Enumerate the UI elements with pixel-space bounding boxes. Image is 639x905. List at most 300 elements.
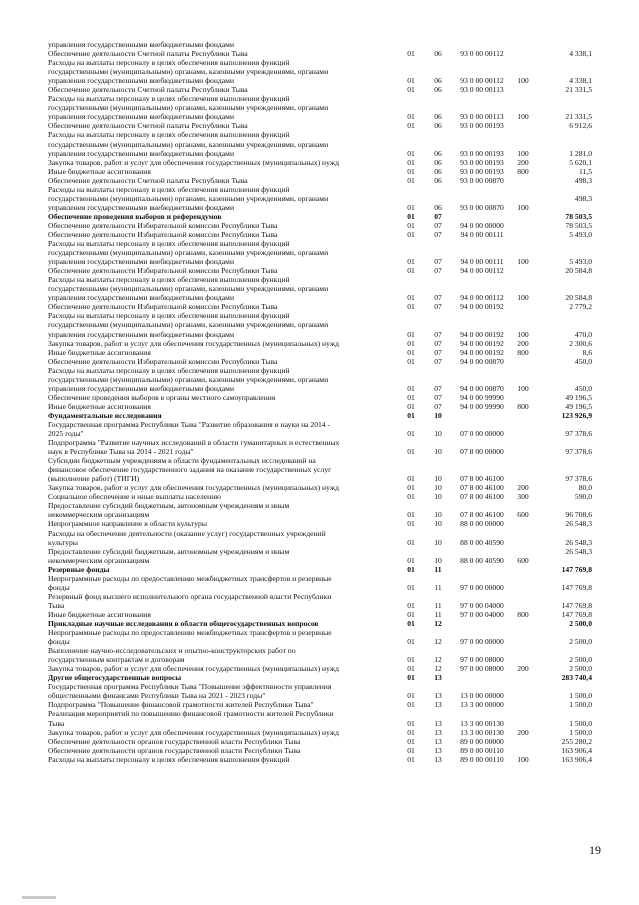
section-code: 01: [407, 302, 415, 312]
section-code: 01: [407, 736, 415, 746]
row-name: Расходы на выплаты персоналу в целях обеспечения выполнения функций: [48, 275, 290, 285]
subsection-code: 07: [434, 329, 442, 339]
target-article-code: 94 0 00 00192: [460, 329, 504, 339]
section-code: 01: [407, 555, 415, 565]
section-code: 01: [407, 474, 415, 484]
subsection-code: 10: [434, 510, 442, 520]
table-row: [48, 284, 592, 293]
section-code: 01: [407, 754, 415, 764]
amount: 78 503,5: [565, 220, 592, 230]
table-row: [48, 709, 592, 718]
section-code: 01: [407, 582, 415, 592]
table-row: [48, 411, 592, 420]
target-article-code: 94 0 00 99990: [460, 392, 504, 402]
section-code: [397, 375, 425, 384]
amount: 2 779,2: [569, 302, 592, 312]
row-name: Обеспечение проведения выборов в органы местного самоуправления: [48, 392, 276, 402]
subsection-code: [425, 574, 451, 583]
section-code: 01: [407, 211, 415, 221]
amount: 1 500,0: [569, 727, 592, 737]
table-row: [48, 76, 592, 85]
page-number: 19: [589, 843, 601, 857]
expense-type-code: [513, 592, 533, 601]
section-code: [397, 501, 425, 510]
section-code: 01: [407, 519, 415, 529]
expense-type-code: [513, 547, 533, 556]
row-name: Тыва: [48, 718, 65, 728]
table-row: [48, 112, 592, 121]
expense-type-code: 200: [517, 338, 529, 348]
row-name: управления государственными внебюджетными фондами: [48, 148, 235, 158]
amount: [533, 275, 592, 284]
expense-type-code: 100: [517, 76, 529, 86]
table-row: [48, 85, 592, 94]
target-article-code: 94 0 00 00112: [460, 266, 504, 276]
expense-type-code: 100: [517, 257, 529, 267]
amount: [533, 67, 592, 76]
amount: 20 584,8: [565, 293, 592, 303]
subsection-code: 10: [434, 474, 442, 484]
expense-type-code: 200: [517, 664, 529, 674]
row-name: Закупка товаров, работ и услуг для обеспечения государственных (муниципальных) нужд: [48, 338, 339, 348]
target-article-code: 94 0 00 00192: [460, 347, 504, 357]
expense-type-code: 100: [517, 383, 529, 393]
subsection-code: 11: [434, 582, 442, 592]
section-code: [397, 709, 425, 718]
table-row: [48, 565, 592, 574]
table-row: [48, 230, 592, 239]
row-name: Иные бюджетные ассигнования: [48, 609, 151, 619]
subsection-code: 07: [434, 229, 442, 239]
amount: [533, 682, 592, 691]
row-name: Тыва: [48, 600, 65, 610]
section-code: 01: [407, 329, 415, 339]
target-article-code: 94 0 00 99990: [460, 401, 504, 411]
target-article-code: 93 0 00 00113: [460, 112, 504, 122]
subsection-code: 06: [434, 148, 442, 158]
expense-type-code: [513, 519, 533, 528]
subsection-code: 10: [434, 410, 442, 420]
subsection-code: 07: [434, 356, 442, 366]
subsection-code: 06: [434, 202, 442, 212]
target-article-code: 13 3 00 00000: [460, 700, 504, 710]
row-name: управления государственными внебюджетными фондами: [48, 293, 235, 303]
target-article-code: 07 0 00 00000: [460, 429, 504, 439]
section-code: [397, 140, 425, 149]
expense-type-code: [513, 375, 533, 384]
subsection-code: 06: [434, 121, 442, 131]
subsection-code: [425, 592, 451, 601]
row-name: Расходы на выплаты персоналу в целях обеспечения выполнения функций: [48, 239, 290, 249]
section-code: [397, 94, 425, 103]
row-name: Расходы на выплаты персоналу в целях обеспечения выполнения функций: [48, 311, 290, 321]
table-row: [48, 483, 592, 492]
target-article-code: 13 3 00 00130: [460, 718, 504, 728]
section-code: 01: [407, 619, 415, 628]
subsection-code: 12: [434, 619, 442, 628]
expense-type-code: [513, 140, 533, 149]
row-name: управления государственными внебюджетными фондами: [48, 40, 235, 49]
section-code: 01: [407, 383, 415, 393]
target-article-code: 93 0 00 00193: [460, 157, 504, 167]
amount: 498,3: [574, 193, 592, 203]
expense-type-code: [513, 221, 533, 230]
expense-type-code: [513, 185, 533, 194]
target-article-code: [451, 311, 513, 320]
table-row: [48, 501, 592, 510]
subsection-code: 07: [434, 220, 442, 230]
expense-type-code: [513, 655, 533, 664]
amount: 26 548,3: [565, 519, 592, 529]
target-article-code: [451, 673, 513, 682]
amount: [533, 574, 592, 583]
subsection-code: 10: [434, 447, 442, 457]
amount: [533, 103, 592, 112]
row-name: Иные бюджетные ассигнования: [48, 166, 151, 176]
table-row: [48, 538, 592, 547]
subsection-code: [425, 311, 451, 320]
section-code: [397, 103, 425, 112]
table-row: [48, 302, 592, 311]
row-name: управления государственными внебюджетными фондами: [48, 257, 235, 267]
subsection-code: 13: [434, 736, 442, 746]
section-code: 01: [407, 229, 415, 239]
expense-type-code: 200: [517, 483, 529, 493]
table-row: [48, 664, 592, 673]
section-code: [397, 67, 425, 76]
row-name: Другие общегосударственные вопросы: [48, 673, 182, 683]
section-code: 01: [407, 745, 415, 755]
target-article-code: 13 3 00 00130: [460, 727, 504, 737]
target-article-code: [451, 574, 513, 583]
table-row: [48, 221, 592, 230]
section-code: 01: [407, 700, 415, 710]
table-row: [48, 58, 592, 67]
amount: 163 906,4: [561, 745, 592, 755]
amount: [533, 709, 592, 718]
expense-type-code: [513, 737, 533, 746]
amount: 4 338,1: [569, 76, 592, 86]
row-name: Расходы на выплаты персоналу в целях обеспечения выполнения функций: [48, 94, 290, 104]
table-row: [48, 673, 592, 682]
row-name: Обеспечение деятельности Счетной палаты Республики Тыва: [48, 85, 248, 95]
subsection-code: [425, 103, 451, 112]
row-name: Обеспечение проведения выборов и референдумов: [48, 211, 222, 221]
amount: 255 280,2: [561, 736, 592, 746]
section-code: [397, 58, 425, 67]
subsection-code: 13: [434, 754, 442, 764]
expense-type-code: [513, 266, 533, 275]
expense-type-code: [513, 682, 533, 691]
row-name: Предоставление субсидий бюджетным, автономным учреждениям и иным: [48, 546, 290, 556]
target-article-code: [451, 40, 513, 49]
subsection-code: 10: [434, 429, 442, 439]
table-row: [48, 375, 592, 384]
row-name: государственными (муниципальными) органами, казенными учреждениями, органами: [48, 320, 329, 330]
subsection-code: 06: [434, 112, 442, 122]
budget-table: [48, 40, 592, 764]
table-row: [48, 130, 592, 139]
subsection-code: [425, 275, 451, 284]
row-name: Субсидии бюджетным учреждениям в области фундаментальных исследований на: [48, 456, 316, 466]
row-name: государственными (муниципальными) органами, казенными учреждениями, органами: [48, 193, 329, 203]
target-article-code: [451, 284, 513, 293]
row-name: Подпрограмма "Повышение финансовой грамотности жителей Республики Тыва": [48, 700, 314, 710]
expense-type-code: [513, 366, 533, 375]
subsection-code: [425, 438, 451, 447]
row-name: Обеспечение деятельности Счетной палаты Республики Тыва: [48, 175, 248, 185]
expense-type-code: [513, 709, 533, 718]
amount: 2 500,0: [569, 619, 592, 628]
target-article-code: 93 0 00 00193: [460, 166, 504, 176]
section-code: 01: [407, 338, 415, 348]
amount: 4 338,1: [569, 49, 592, 59]
section-code: 01: [407, 85, 415, 95]
expense-type-code: 100: [517, 148, 529, 158]
target-article-code: 89 0 00 00110: [460, 754, 504, 764]
table-row: [48, 447, 592, 456]
target-article-code: 07 8 00 46100: [460, 474, 504, 484]
section-code: [397, 130, 425, 139]
target-article-code: [451, 275, 513, 284]
target-article-code: 94 0 00 00112: [460, 293, 504, 303]
subsection-code: [425, 529, 451, 538]
section-code: 01: [407, 112, 415, 122]
table-row: [48, 529, 592, 538]
target-article-code: 93 0 00 00193: [460, 121, 504, 131]
section-code: 01: [407, 49, 415, 59]
table-row: [48, 293, 592, 302]
target-article-code: 93 0 00 00112: [460, 76, 504, 86]
subsection-code: [425, 185, 451, 194]
amount: [533, 203, 592, 212]
subsection-code: 10: [434, 555, 442, 565]
expense-type-code: [513, 420, 533, 429]
expense-type-code: [513, 103, 533, 112]
row-name: Резервный фонд высшего исполнительного органа государственной власти Республики: [48, 591, 332, 601]
amount: [533, 94, 592, 103]
amount: 163 906,4: [561, 754, 592, 764]
row-name: Предоставление субсидий бюджетным, автономным учреждениям и иным: [48, 501, 290, 511]
row-name: Расходы на выплаты персоналу в целях обеспечения выполнения функций: [48, 184, 290, 194]
table-row: [48, 556, 592, 565]
table-row: [48, 510, 592, 519]
row-name: Обеспечение деятельности органов государственной власти Республики Тыва: [48, 745, 301, 755]
section-code: 01: [407, 564, 415, 574]
table-row: [48, 646, 592, 655]
expense-type-code: 800: [517, 347, 529, 357]
expense-type-code: [513, 311, 533, 320]
amount: 20 584,8: [565, 266, 592, 276]
target-article-code: [451, 94, 513, 103]
expense-type-code: [513, 284, 533, 293]
subsection-code: 07: [434, 302, 442, 312]
amount: 26 548,3: [565, 546, 592, 556]
table-row: [48, 330, 592, 339]
table-row: [48, 40, 592, 49]
subsection-code: [425, 628, 451, 637]
target-article-code: 97 0 00 00000: [460, 582, 504, 592]
target-article-code: [451, 185, 513, 194]
target-article-code: 07 8 00 46100: [460, 510, 504, 520]
target-article-code: 07 8 00 00000: [460, 447, 504, 457]
subsection-code: 07: [434, 211, 442, 221]
budget-page: [48, 40, 592, 764]
table-row: [48, 140, 592, 149]
section-code: 01: [407, 202, 415, 212]
table-row: [48, 248, 592, 257]
row-name: государственным контрактам и договорам: [48, 655, 185, 665]
amount: 450,0: [574, 383, 592, 393]
subsection-code: 06: [434, 49, 442, 59]
subsection-code: [425, 465, 451, 474]
table-row: [48, 275, 592, 284]
expense-type-code: [513, 538, 533, 547]
subsection-code: 11: [434, 564, 442, 574]
table-row: [48, 339, 592, 348]
section-code: [397, 438, 425, 447]
target-article-code: 94 0 00 00000: [460, 220, 504, 230]
section-code: 01: [407, 537, 415, 547]
subsection-code: [425, 547, 451, 556]
subsection-code: 11: [434, 600, 442, 610]
amount: 21 331,5: [565, 85, 592, 95]
subsection-code: 13: [434, 727, 442, 737]
amount: 590,0: [574, 492, 592, 502]
amount: 11,5: [578, 166, 592, 176]
table-row: [48, 194, 592, 203]
row-name: Расходы на обеспечение деятельности (оказание услуг) государственных учреждений: [48, 528, 326, 538]
expense-type-code: [513, 673, 533, 682]
target-article-code: 97 0 00 04000: [460, 600, 504, 610]
amount: [533, 501, 592, 510]
target-article-code: [451, 646, 513, 655]
amount: [533, 456, 592, 465]
table-row: [48, 728, 592, 737]
table-row: [48, 628, 592, 637]
subsection-code: 10: [434, 519, 442, 529]
section-code: [397, 574, 425, 583]
row-name: Подпрограмма "Развитие научных исследований в области гуманитарных и естественных: [48, 438, 340, 448]
table-row: [48, 755, 592, 764]
subsection-code: 07: [434, 392, 442, 402]
amount: 96 708,6: [565, 510, 592, 520]
expense-type-code: 300: [517, 492, 529, 502]
amount: [533, 311, 592, 320]
target-article-code: 97 0 00 00000: [460, 637, 504, 647]
expense-type-code: [513, 574, 533, 583]
table-row: [48, 619, 592, 628]
amount: [533, 239, 592, 248]
row-name: государственными (муниципальными) органами, казенными учреждениями, органами: [48, 248, 329, 258]
table-row: [48, 320, 592, 329]
expense-type-code: [513, 465, 533, 474]
expense-type-code: 100: [517, 329, 529, 339]
row-name: Обеспечение деятельности Счетной палаты Республики Тыва: [48, 49, 248, 59]
table-row: [48, 67, 592, 76]
section-code: [397, 311, 425, 320]
target-article-code: 07 8 00 46100: [460, 492, 504, 502]
target-article-code: 93 0 00 00870: [460, 202, 504, 212]
section-code: 01: [407, 266, 415, 276]
section-code: [397, 185, 425, 194]
expense-type-code: [513, 176, 533, 185]
table-row: [48, 176, 592, 185]
expense-type-code: [513, 746, 533, 755]
subsection-code: 11: [434, 609, 442, 619]
amount: [533, 529, 592, 538]
amount: [533, 284, 592, 293]
section-code: [397, 456, 425, 465]
amount: [533, 58, 592, 67]
section-code: [397, 239, 425, 248]
target-article-code: 93 0 00 00193: [460, 148, 504, 158]
section-code: [397, 284, 425, 293]
row-name: финансовое обеспечение государственного задания на оказание государственных услуг: [48, 465, 332, 475]
section-code: 01: [407, 76, 415, 86]
target-article-code: [451, 375, 513, 384]
table-row: [48, 465, 592, 474]
amount: 8,6: [582, 347, 592, 357]
amount: 2 300,6: [569, 338, 592, 348]
expense-type-code: [513, 565, 533, 574]
expense-type-code: [513, 719, 533, 728]
subsection-code: [425, 646, 451, 655]
subsection-code: 06: [434, 85, 442, 95]
target-article-code: 94 0 00 00870: [460, 356, 504, 366]
expense-type-code: [513, 447, 533, 456]
table-row: [48, 393, 592, 402]
expense-type-code: [513, 691, 533, 700]
section-code: 01: [407, 637, 415, 647]
row-name: управления государственными внебюджетными фондами: [48, 202, 235, 212]
subsection-code: 13: [434, 673, 442, 683]
target-article-code: 13 0 00 00000: [460, 691, 504, 701]
expense-type-code: 100: [517, 112, 529, 122]
table-row: [48, 94, 592, 103]
row-name: Непрограммные расходы по предоставлению межбюджетных трансфертов и резервные: [48, 573, 332, 583]
subsection-code: [425, 194, 451, 203]
row-name: наук в Республике Тыва на 2014 - 2021 годы": [48, 447, 194, 457]
table-row: [48, 257, 592, 266]
target-article-code: [451, 194, 513, 203]
section-code: [397, 465, 425, 474]
target-article-code: 97 0 00 08000: [460, 655, 504, 665]
table-row: [48, 601, 592, 610]
row-name: Расходы на выплаты персоналу в целях обеспечения выполнения функций: [48, 58, 290, 68]
table-row: [48, 402, 592, 411]
target-article-code: [451, 411, 513, 420]
subsection-code: 10: [434, 537, 442, 547]
section-code: 01: [407, 492, 415, 502]
section-code: 01: [407, 664, 415, 674]
section-code: 01: [407, 121, 415, 131]
table-row: [48, 103, 592, 112]
row-name: управления государственными внебюджетными фондами: [48, 112, 235, 122]
target-article-code: [451, 248, 513, 257]
amount: 450,0: [574, 356, 592, 366]
target-article-code: [451, 103, 513, 112]
subsection-code: [425, 709, 451, 718]
section-code: 01: [407, 166, 415, 176]
expense-type-code: [513, 85, 533, 94]
expense-type-code: 100: [517, 202, 529, 212]
target-article-code: [451, 366, 513, 375]
subsection-code: [425, 366, 451, 375]
row-name: Обеспечение деятельности Избирательной комиссии Республики Тыва: [48, 302, 278, 312]
section-code: [397, 628, 425, 637]
amount: [533, 185, 592, 194]
